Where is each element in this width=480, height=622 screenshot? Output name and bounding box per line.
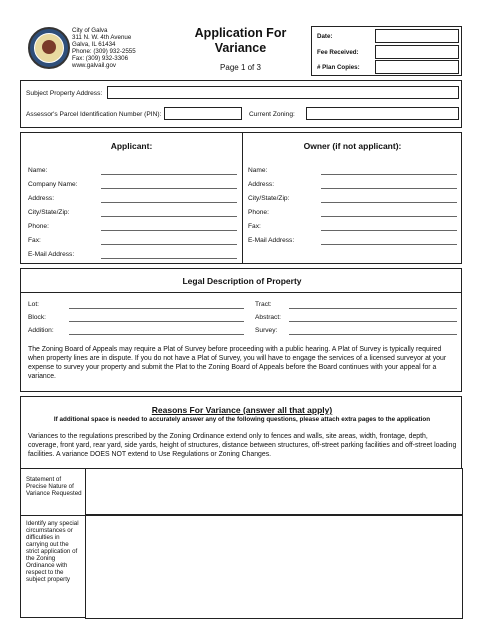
special-circumstances-field[interactable] (85, 515, 463, 619)
owner-phone-line[interactable] (321, 216, 457, 217)
reasons-intro: Variances to the regulations prescribed by the Zoning Ordinance extend only to fences and walls, site areas, width, frontage, depth, coverage, front yard, rear yard, side yards, height of structures, distance between structures, off-street parking facilities and off-street loading facilities. A variance DOES NOT extend to Use Regulations or Zoning Changes. (28, 433, 457, 458)
fee-received-label: Fee Received: (317, 49, 359, 56)
applicant-name-line[interactable] (101, 174, 237, 175)
fee-received-field[interactable] (375, 45, 459, 59)
tract-line[interactable] (289, 308, 457, 309)
nature-of-variance-label: Statement of Precise Nature of Variance Requested (26, 476, 82, 497)
applicant-phone-line[interactable] (101, 230, 237, 231)
page-title (183, 26, 298, 56)
owner-city-line[interactable] (321, 202, 457, 203)
city-website[interactable]: www.galvail.gov (72, 62, 117, 69)
applicant-email-label: E-Mail Address: (28, 251, 75, 258)
owner-address-label: Address: (248, 181, 275, 188)
parties-divider (242, 133, 243, 263)
applicant-title: Applicant: (110, 141, 153, 151)
owner-name-line[interactable] (321, 174, 457, 175)
applicant-fax-label: Fax: (28, 237, 41, 244)
city-street: 311 N. W. 4th Avenue (72, 34, 132, 41)
city-seal (28, 27, 70, 69)
owner-address-line[interactable] (321, 188, 457, 189)
special-circumstances-label: Identify any special circumstances or difficulties in carrying out the strict application of the Zoning Ordinance with respect to the subject property (26, 520, 79, 583)
title-line-1: Application For (194, 26, 287, 40)
addition-label: Addition: (28, 327, 54, 334)
block-line[interactable] (69, 321, 244, 322)
parties-section (20, 132, 462, 264)
owner-fax-line[interactable] (321, 230, 457, 231)
reasons-section (20, 396, 462, 618)
plat-survey-note: The Zoning Board of Appeals may require a Plat of Survey before proceeding with a public hearing. A Plat of Survey is typically required when property lines are in dispute. If you do not have a Plat of Survey, you will have to engage the services of a licensed surveyor at your expense to survey your property and submit the Plat to the Zoning Board of Appeals before the Board continues with your appeal for a variance. (28, 346, 447, 380)
subject-address-label: Subject Property Address: (26, 90, 103, 97)
owner-title: Owner (if not applicant): (303, 141, 402, 151)
plan-copies-label: # Plan Copies: (317, 64, 360, 71)
owner-email-label: E-Mail Address: (248, 237, 295, 244)
owner-city-label: City/State/Zip: (248, 195, 290, 202)
office-use-box (311, 26, 462, 76)
owner-phone-label: Phone: (248, 209, 269, 216)
owner-name-label: Name: (248, 167, 268, 174)
page-number: Page 1 of 3 (220, 63, 261, 72)
current-zoning-label: Current Zoning: (249, 111, 295, 118)
applicant-city-label: City/State/Zip: (28, 209, 70, 216)
reasons-subtitle: If additional space is needed to accurately answer any of the following questions, please attach extra pages to the application (53, 416, 431, 423)
applicant-email-line[interactable] (101, 258, 237, 259)
applicant-city-line[interactable] (101, 216, 237, 217)
reasons-title: Reasons For Variance (answer all that apply) (151, 405, 333, 415)
lot-line[interactable] (69, 308, 244, 309)
tract-label: Tract: (255, 301, 272, 308)
applicant-fax-line[interactable] (101, 244, 237, 245)
date-field[interactable] (375, 29, 459, 43)
applicant-address-label: Address: (28, 195, 55, 202)
seal-center (42, 40, 56, 54)
city-info (72, 27, 192, 69)
applicant-phone-label: Phone: (28, 223, 49, 230)
block-label: Block: (28, 314, 46, 321)
applicant-company-line[interactable] (101, 188, 237, 189)
city-name: City of Galva (72, 27, 108, 34)
legal-title-rule (21, 292, 461, 293)
pin-field[interactable] (164, 107, 242, 120)
applicant-address-line[interactable] (101, 202, 237, 203)
legal-section (20, 268, 462, 392)
subject-address-field[interactable] (107, 86, 459, 99)
abstract-label: Abstract: (255, 314, 282, 321)
current-zoning-field[interactable] (306, 107, 459, 120)
applicant-company-label: Company Name: (28, 181, 78, 188)
date-label: Date: (317, 33, 333, 40)
plan-copies-field[interactable] (375, 60, 459, 74)
city-state: Galva, IL 61434 (72, 41, 116, 48)
addition-line[interactable] (69, 334, 244, 335)
lot-label: Lot: (28, 301, 39, 308)
city-fax: Fax: (309) 932-3306 (72, 55, 129, 62)
abstract-line[interactable] (289, 321, 457, 322)
property-section (20, 80, 462, 128)
applicant-name-label: Name: (28, 167, 48, 174)
survey-line[interactable] (289, 334, 457, 335)
pin-label: Assessor's Parcel Identification Number (PIN): (26, 111, 162, 118)
survey-label: Survey: (255, 327, 278, 334)
owner-email-line[interactable] (321, 244, 457, 245)
owner-fax-label: Fax: (248, 223, 261, 230)
legal-title: Legal Description of Property (182, 276, 302, 286)
title-line-2: Variance (214, 41, 267, 55)
nature-of-variance-field[interactable] (85, 468, 463, 515)
city-phone: Phone: (309) 932-2555 (72, 48, 136, 55)
